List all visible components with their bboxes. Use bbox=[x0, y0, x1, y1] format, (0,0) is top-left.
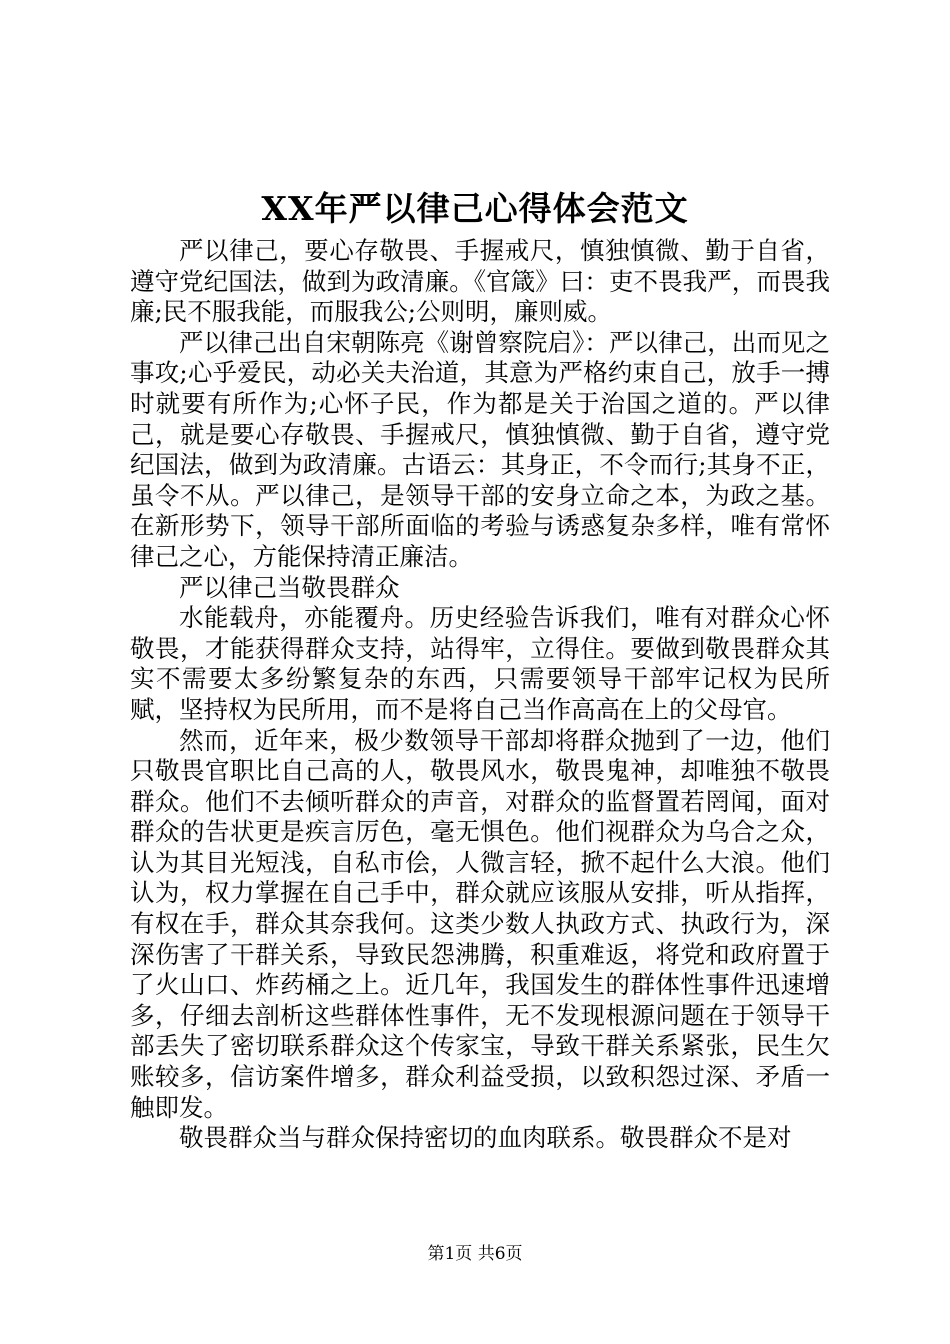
document-body bbox=[130, 236, 830, 1154]
document-title: XX年严以律己心得体会范文 bbox=[261, 189, 689, 228]
paragraph-4: 然而，近年来，极少数领导干部却将群众抛到了一边，他们只敬畏官职比自己高的人，敬畏风水，敬畏鬼神，却唯独不敬畏群众。他们不去倾听群众的声音，对群众的监督置若罔闻，面对群众的告状更是疾言厉色，毫无惧色。他们视群众为乌合之众，认为其目光短浅，自私市侩，人微言轻，掀不起什么大浪。他们认为，权力掌握在自己手中，群众就应该服从安排，听从指挥，有权在手，群众其奈我何。这类少数人执政方式、执政行为，深深伤害了干群关系，导致民怨沸腾，积重难返，将党和政府置于了火山口、炸药桶之上。近几年，我国发生的群体性事件迅速增多，仔细去剖析这些群体性事件，无不发现根源问题在于领导干部丢失了密切联系群众这个传家宝，导致干群关系紧张，民生欠账较多，信访案件增多，群众利益受损，以致积怨过深、矛盾一触即发。 bbox=[130, 725, 830, 1122]
section-heading: 严以律己当敬畏群众 bbox=[179, 572, 400, 602]
paragraph-2: 严以律己出自宋朝陈亮《谢曾察院启》：严以律己，出而见之事攻;心乎爱民，动必关夫治道，其意为严格约束自己，放手一搏时就要有所作为;心怀子民，作为都是关于治国之道的。严以律己，就是要心存敬畏、手握戒尺，慎独慎微、勤于自省，遵守党纪国法，做到为政清廉。古语云：其身正，不令而行;其身不正，虽令不从。严以律己，是领导干部的安身立命之本，为政之基。在新形势下，领导干部所面临的考验与诱惑复杂多样，唯有常怀律己之心，方能保持清正廉洁。 bbox=[130, 327, 830, 571]
paragraph-3: 水能载舟，亦能覆舟。历史经验告诉我们，唯有对群众心怀敬畏，才能获得群众支持，站得牢，立得住。要做到敬畏群众其实不需要太多纷繁复杂的东西，只需要领导干部牢记权为民所赋，坚持权为民所用，而不是将自己当作高高在上的父母官。 bbox=[130, 603, 830, 724]
paragraph-1: 严以律己，要心存敬畏、手握戒尺，慎独慎微、勤于自省，遵守党纪国法，做到为政清廉。《官箴》曰：吏不畏我严，而畏我廉;民不服我能，而服我公;公则明，廉则威。 bbox=[130, 236, 830, 327]
paragraph-5: 敬畏群众当与群众保持密切的血肉联系。敬畏群众不是对 bbox=[179, 1123, 792, 1153]
page-footer: 第1页 共6页 bbox=[427, 1244, 523, 1264]
